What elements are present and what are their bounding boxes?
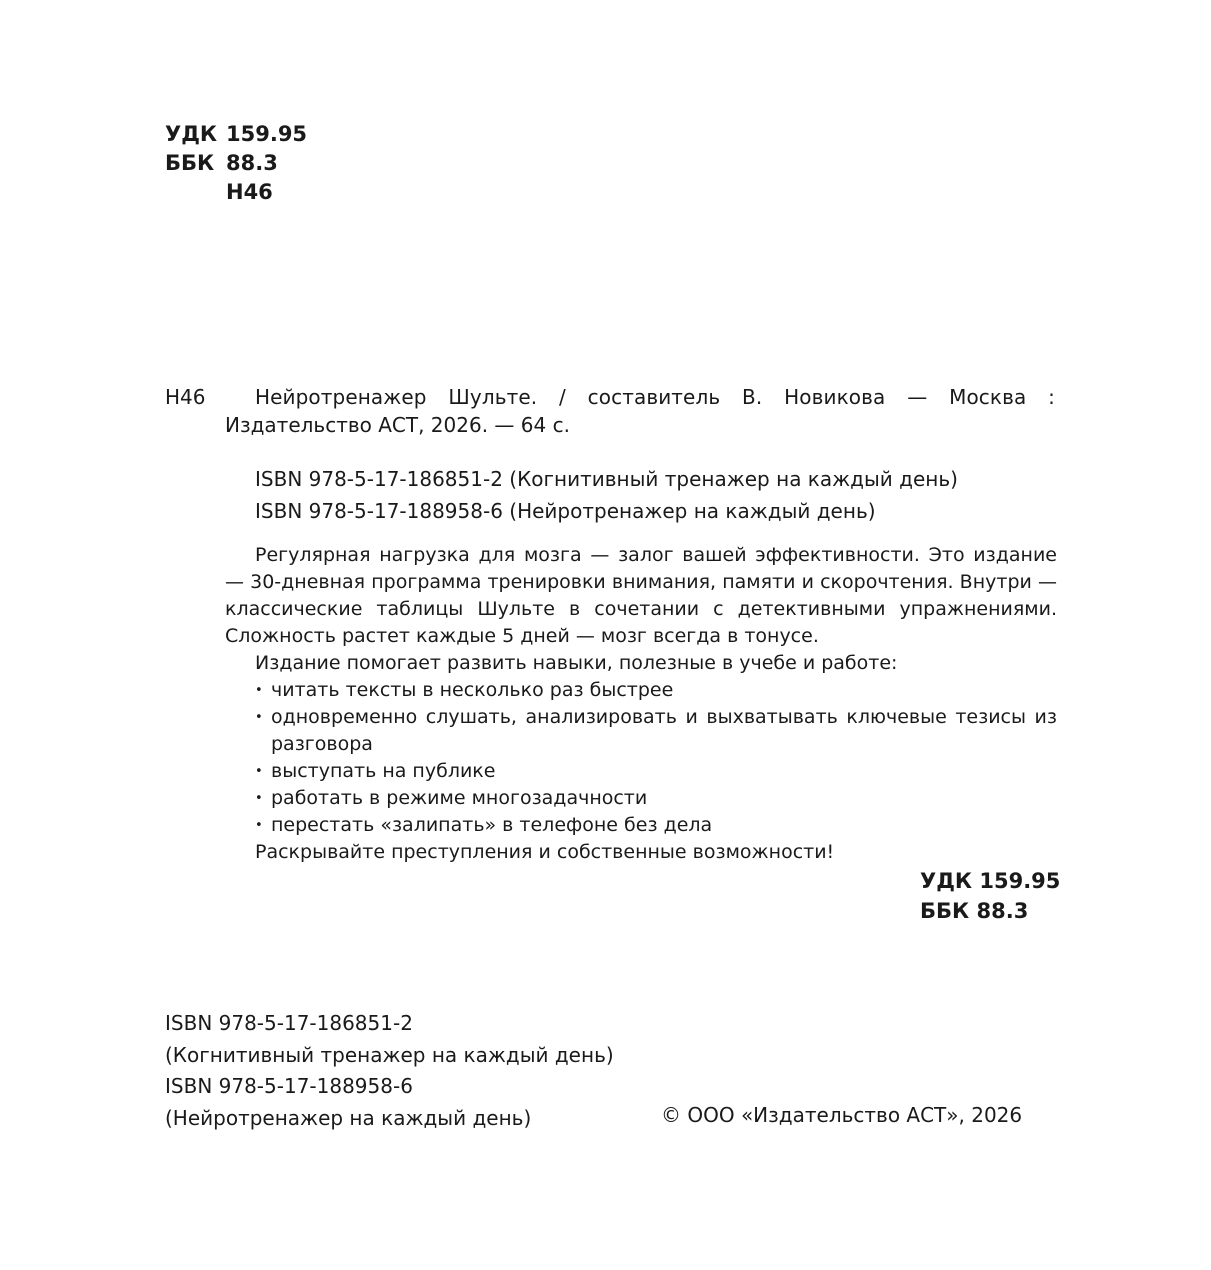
record-author-sign: Н46 — [165, 385, 206, 409]
bbk-value: 88.3 — [226, 151, 278, 175]
bullet-item: • перестать «залипать» в телефоне без дела — [225, 812, 1057, 839]
udk-value: 159.95 — [226, 122, 308, 146]
bullet-item: • выступать на публике — [225, 758, 1057, 785]
bullet-item: • читать тексты в несколько раз быстрее — [225, 677, 1057, 704]
footer-isbn-2-title: (Нейротренажер на каждый день) — [165, 1105, 532, 1130]
bbk-label: ББК — [165, 151, 215, 175]
bbk-row — [165, 149, 307, 178]
footer-isbn-1-title: (Когнитивный тренажер на каждый день) — [165, 1042, 614, 1067]
classification-top — [165, 120, 307, 207]
annotation-bullet-list — [225, 677, 1057, 839]
copyright: © ООО «Издательство АСТ», 2026 — [661, 1103, 1023, 1127]
record-line-1: Нейротренажер Шульте. / составитель В. Новикова — Москва : — [255, 385, 1055, 409]
author-sign-top: Н46 — [226, 180, 273, 204]
classification-bottom — [920, 866, 1060, 926]
footer-isbn-2: ISBN 978-5-17-188958-6 — [165, 1074, 413, 1098]
record-isbn-2: ISBN 978-5-17-188958-6 (Нейротренажер на каждый день) — [255, 499, 876, 523]
bbk-bottom: ББК 88.3 — [920, 899, 1029, 923]
footer-isbn-1: ISBN 978-5-17-186851-2 — [165, 1011, 413, 1035]
annotation-paragraph: Регулярная нагрузка для мозга — залог вашей эффективности. Это издание — 30-дневная программа тренировки внимания, памяти и скорочтения. Внутри — классические таблицы Шульте в сочетании с детективными упражнениями. Сложность растет каждые 5 дней — мозг всегда в тонусе. — [225, 544, 1057, 647]
annotation-lead: Издание помогает развить навыки, полезные в учебе и работе: — [255, 652, 898, 674]
udk-bottom: УДК 159.95 — [920, 869, 1061, 893]
bullet-item: • работать в режиме многозадачности — [225, 785, 1057, 812]
footer-isbn-block — [165, 1008, 614, 1134]
bullet-item: • одновременно слушать, анализировать и выхватывать ключевые тезисы из разговора — [225, 704, 1057, 758]
annotation-closing: Раскрывайте преступления и собственные возможности! — [255, 841, 835, 863]
udk-row — [165, 120, 307, 149]
udk-label: УДК — [165, 122, 218, 146]
record-isbn-block — [255, 465, 958, 529]
annotation — [225, 542, 1057, 866]
record-isbn-1: ISBN 978-5-17-186851-2 (Когнитивный тренажер на каждый день) — [255, 467, 958, 491]
record-line-2: Издательство АСТ, 2026. — 64 с. — [225, 413, 570, 437]
